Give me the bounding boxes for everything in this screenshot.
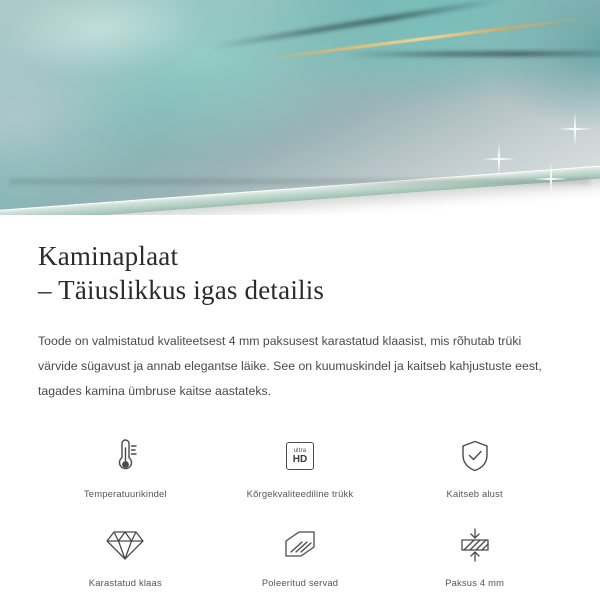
feature-high-quality-print — [213, 434, 388, 499]
ultra-hd-badge-bottom: HD — [292, 453, 308, 465]
diamond-icon — [106, 523, 144, 567]
hero-image-inner — [0, 0, 600, 215]
feature-label: Temperatuurikindel — [83, 488, 167, 499]
thermometer-icon — [109, 434, 141, 478]
feature-label: Kaitseb alust — [446, 488, 503, 499]
ultra-hd-badge-top: ultra — [293, 447, 307, 454]
polished-edges-icon — [282, 523, 318, 567]
feature-thickness — [387, 523, 562, 588]
page-title-line2: – Täiuslikkus igas detailis — [38, 275, 325, 305]
ultra-hd-icon — [286, 434, 314, 478]
page-title — [38, 215, 562, 307]
feature-grid — [38, 434, 562, 588]
feature-temperature-resistant — [38, 434, 213, 499]
swirl-highlight — [0, 0, 210, 82]
content-area — [0, 215, 600, 588]
thickness-arrows-icon — [456, 523, 494, 567]
feature-label: Poleeritud servad — [261, 577, 339, 588]
panel-drop-shadow — [10, 179, 590, 187]
shield-check-icon — [458, 434, 492, 478]
page-title-line1: Kaminaplaat — [38, 241, 179, 271]
dark-vein — [340, 51, 600, 57]
feature-label: Paksus 4 mm — [445, 577, 505, 588]
hero-image — [0, 0, 600, 215]
feature-label: Karastatud klaas — [88, 577, 162, 588]
feature-label: Kõrgekvaliteediline trükk — [246, 488, 354, 499]
product-description: Toode on valmistatud kvaliteetsest 4 mm paksusest karastatud klaasist, mis rõhutab trüki värvide sügavust ja annab elegantse läike. See on kuumuskindel ja kaitseb kahjustuste eest, tagades kamina ümbruse kaitse aastateks. — [38, 334, 542, 398]
feature-protects-surface — [387, 434, 562, 499]
feature-polished-edges — [213, 523, 388, 588]
feature-tempered-glass — [38, 523, 213, 588]
